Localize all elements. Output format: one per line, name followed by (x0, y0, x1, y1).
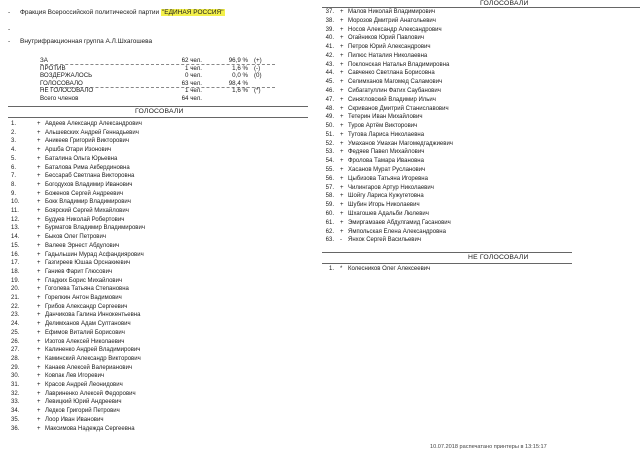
voter-name: Баталова Рима Акбердиновна (45, 164, 130, 171)
vote-mark: + (340, 26, 344, 33)
stat-label: НЕ ГОЛОСОВАЛО (40, 87, 94, 95)
vote-mark: + (37, 251, 41, 258)
voter-row (11, 225, 291, 233)
voter-name: Янхок Сергей Васильевич (348, 237, 421, 244)
stat-label: ВОЗДЕРЖАЛОСЬ (40, 72, 93, 80)
voter-number: 11. (11, 208, 19, 214)
voter-row (322, 97, 602, 105)
vote-mark: + (340, 193, 344, 200)
voter-row (11, 191, 291, 199)
voter-name: Огайников Юрий Павлович (348, 35, 424, 42)
voter-number: 59. (325, 202, 334, 209)
vote-mark: + (37, 399, 41, 406)
voter-name: Газгиреев Юшаа Орснакиевич (45, 260, 131, 267)
voter-name: Боярский Сергей Михайлович (45, 208, 129, 214)
voter-name: Колесников Олег Алексеевич (348, 266, 431, 272)
vote-mark: + (37, 416, 41, 423)
vote-mark: + (37, 121, 41, 127)
voter-name: Калиненко Андрей Владимирович (45, 347, 141, 354)
voter-row (322, 18, 602, 26)
voter-row (11, 121, 291, 129)
voter-number: 7. (11, 173, 17, 180)
voter-name: Делимханов Адам Султанович (45, 321, 131, 328)
bullet: - (8, 9, 11, 16)
voter-name: Горелкин Антон Вадимович (45, 295, 122, 301)
vote-mark: + (340, 210, 344, 217)
vote-mark: + (37, 347, 41, 354)
voter-row (11, 234, 291, 242)
voter-number: 2. (11, 129, 17, 136)
voter-name: Каминский Александр Викторович (45, 355, 141, 362)
voter-row (322, 176, 602, 184)
voter-row (11, 339, 291, 347)
vote-mark: + (340, 70, 344, 77)
voter-number: 24. (11, 321, 20, 328)
vote-mark: + (340, 61, 344, 68)
stat-label: ПРОТИВ (40, 64, 66, 72)
vote-mark: + (340, 52, 344, 59)
voter-row (322, 114, 602, 122)
voter-row (11, 199, 291, 207)
voter-row (322, 202, 602, 210)
voter-number: 40. (325, 35, 334, 42)
voter-name: Авдеев Александр Александрович (45, 121, 142, 127)
vote-mark: + (37, 147, 41, 154)
voter-row (11, 138, 291, 146)
voter-row (11, 295, 291, 303)
voter-name: Лавриненко Алексей Федорович (45, 390, 136, 397)
bullet: - (8, 38, 11, 45)
voter-row (322, 158, 602, 166)
vote-mark: + (340, 149, 344, 156)
divider (322, 7, 640, 8)
voter-name: Быков Олег Петрович (45, 234, 106, 241)
voter-row (11, 243, 291, 251)
voter-row (322, 149, 602, 157)
vote-mark: + (340, 228, 344, 235)
voter-row (11, 304, 291, 312)
blank-bullet: - (8, 26, 11, 33)
voter-row (11, 286, 291, 294)
vote-mark: + (37, 425, 41, 432)
voter-row (322, 211, 602, 219)
voter-row (322, 229, 602, 237)
vote-mark: + (340, 96, 344, 103)
voter-name: Цыбизова Татьяна Игоревна (348, 175, 428, 182)
voter-number: 31. (11, 382, 20, 388)
divider (322, 263, 572, 264)
voter-row (11, 269, 291, 277)
voted-heading-right: ГОЛОСОВАЛИ (480, 0, 529, 7)
voter-number: 46. (325, 88, 334, 95)
voter-number: 32. (11, 390, 20, 397)
voter-name: Левицкий Юрий Андреевич (45, 399, 122, 406)
voter-number: 19. (11, 277, 20, 284)
voter-row (322, 9, 602, 17)
not-voted-heading: НЕ ГОЛОСОВАЛИ (468, 254, 529, 261)
vote-mark: + (37, 277, 41, 284)
stat-count: 64 чел. (181, 95, 202, 102)
stat-percent: 96,9 % (228, 57, 248, 64)
voter-name: Аршба Отари Изонович (45, 147, 112, 154)
voter-name: Савченко Светлана Борисовна (348, 70, 435, 77)
vote-mark: + (340, 88, 344, 95)
voter-name: Тетерин Иван Михайлович (348, 114, 423, 121)
vote-mark: + (37, 321, 41, 328)
voter-number: 12. (11, 216, 20, 223)
voter-row (11, 182, 291, 190)
voter-row (11, 278, 291, 286)
voter-row (322, 185, 602, 193)
party-name-highlight: "ЕДИНАЯ РОССИЯ" (162, 9, 224, 16)
voter-name: Изотов Алексей Николаевич (45, 338, 125, 345)
voter-row (11, 147, 291, 155)
voter-name: Пилюс Наталия Николаевна (348, 52, 428, 59)
voter-row (11, 165, 291, 173)
vote-mark: + (340, 17, 344, 24)
voted-heading-left: ГОЛОСОВАЛИ (135, 108, 184, 115)
voter-name: Шойгу Лариса Кужугетовна (348, 193, 424, 200)
voter-name: Гадыльшин Мурад Асфандиярович (45, 251, 144, 258)
voter-name: Федяев Павел Михайлович (348, 149, 425, 156)
voter-number: 22. (11, 303, 20, 310)
vote-mark: + (37, 208, 41, 214)
stat-code: (*) (254, 87, 261, 95)
vote-mark: + (37, 181, 41, 188)
voter-row (322, 35, 602, 43)
voter-row (11, 356, 291, 364)
stat-code: (0) (254, 72, 262, 80)
vote-mark: + (340, 9, 344, 15)
voter-number: 34. (11, 408, 20, 415)
voter-number: 18. (11, 268, 20, 275)
voter-name: Шубин Игорь Николаевич (348, 202, 420, 209)
voter-name: Ганиев Фарит Глюсович (45, 268, 113, 275)
voter-name: Морозов Дмитрий Анатольевич (348, 17, 436, 24)
vote-mark: + (37, 173, 41, 180)
voter-row (11, 208, 291, 216)
vote-mark: + (340, 105, 344, 112)
voter-name: Чилингаров Артур Николаевич (348, 184, 434, 191)
voter-row (322, 79, 602, 87)
voter-row (11, 365, 291, 373)
voter-name: Боженов Сергей Андреевич (45, 190, 123, 197)
vote-mark: + (37, 312, 41, 319)
voter-number: 13. (11, 225, 20, 232)
voter-name: Ледков Григорий Петрович (45, 408, 120, 415)
voter-name: Максимова Надежда Сергеевна (45, 425, 135, 432)
stat-code: (-) (254, 64, 261, 72)
vote-mark: + (340, 158, 344, 165)
vote-mark: + (340, 79, 344, 86)
voter-row (11, 130, 291, 138)
voter-number: 39. (325, 26, 334, 33)
voter-number: 20. (11, 286, 20, 293)
divider (8, 106, 308, 107)
voter-name: Поклонская Наталья Владимировна (348, 61, 450, 68)
stat-count: 0 чел. (185, 72, 202, 80)
voter-number: 4. (11, 147, 17, 154)
voter-number: 26. (11, 338, 20, 345)
voter-name: Петров Юрий Александрович (348, 44, 431, 51)
voter-row (11, 382, 291, 390)
voter-number: 35. (11, 416, 20, 423)
voter-name: Аникеев Григорий Викторович (45, 138, 129, 145)
vote-mark: + (37, 390, 41, 397)
vote-mark: + (37, 138, 41, 145)
voter-name: Грибов Александр Сергеевич (45, 303, 128, 310)
vote-mark: + (340, 175, 344, 182)
voter-name: Альшевских Андрей Геннадьевич (45, 129, 139, 136)
voter-name: Синягловский Владимир Ильич (348, 96, 436, 103)
voter-name: Бокк Владимир Владимирович (45, 199, 131, 206)
voter-name: Носов Александр Александрович (348, 26, 442, 33)
voter-row (322, 123, 602, 131)
voter-row (322, 266, 602, 274)
vote-mark: + (340, 140, 344, 147)
voter-number: 44. (325, 70, 334, 77)
voter-number: 41. (325, 44, 334, 51)
voter-number: 1. (11, 121, 17, 127)
voter-number: 15. (11, 242, 20, 249)
voter-number: 51. (325, 131, 334, 138)
voter-name: Малов Николай Владимирович (348, 9, 436, 15)
stat-row (40, 95, 280, 103)
voter-row (11, 426, 291, 434)
voter-name: Будуев Николай Робертович (45, 216, 125, 223)
vote-mark: + (340, 35, 344, 42)
voter-row (11, 217, 291, 225)
voter-row (11, 330, 291, 338)
divider (322, 252, 572, 253)
voter-name: Красов Андрей Леонидович (45, 382, 123, 388)
voter-name: Бурматов Владимир Владимирович (45, 225, 145, 232)
voter-name: Хасанов Мурат Русланович (348, 167, 426, 174)
voter-number: 63. (325, 237, 334, 244)
voter-number: 55. (325, 167, 334, 174)
vote-mark: + (37, 225, 41, 232)
intrafaction-group: Внутрифракционная группа А.Л.Шхагошева (19, 38, 153, 45)
intrafaction-line (8, 38, 152, 46)
voter-number: 57. (325, 184, 334, 191)
voter-name: Богодухов Владимир Иванович (45, 181, 133, 188)
voter-row (322, 167, 602, 175)
voter-number: 3. (11, 138, 17, 145)
voter-number: 16. (11, 251, 20, 258)
voter-row (11, 173, 291, 181)
voter-name: Скриванов Дмитрий Станиславович (348, 105, 449, 112)
voter-number: 6. (11, 164, 17, 171)
voter-name: Туров Артём Викторович (348, 123, 418, 130)
vote-mark: + (37, 338, 41, 345)
faction-line (8, 9, 225, 17)
voter-row (322, 70, 602, 78)
voter-number: 5. (11, 155, 17, 162)
stat-label: Всего членов (40, 95, 79, 102)
voter-number: 49. (325, 114, 334, 121)
voter-name: Ямпольская Елена Александровна (348, 228, 446, 235)
voter-name: Ковпак Лев Игоревич (45, 373, 105, 380)
divider (8, 117, 308, 118)
voter-row (11, 260, 291, 268)
voter-number: 10. (11, 199, 20, 206)
stat-percent: 0,0 % (232, 72, 248, 80)
vote-mark: + (37, 190, 41, 197)
voter-name: Данчикова Галина Иннокентьевна (45, 312, 141, 319)
voter-number: 38. (325, 17, 334, 24)
stat-label: ЗА (40, 57, 48, 64)
vote-mark: + (340, 131, 344, 138)
stat-count: 1 чел. (185, 87, 202, 95)
voter-number: 56. (325, 175, 334, 182)
vote-mark: + (340, 202, 344, 209)
faction-prefix: Фракция Всероссийской политической партии (19, 9, 160, 16)
voter-name: Канаев Алексей Валерианович (45, 364, 133, 371)
voter-number: 48. (325, 105, 334, 112)
vote-mark: + (37, 129, 41, 136)
vote-mark: + (37, 364, 41, 371)
voter-row (322, 132, 602, 140)
voter-number: 61. (325, 219, 334, 226)
vote-mark: + (37, 234, 41, 241)
voter-number: 50. (325, 123, 334, 130)
vote-mark: * (340, 266, 343, 272)
voter-number: 43. (325, 61, 334, 68)
stat-percent: 1,6 % (232, 64, 248, 72)
voter-name: Бессараб Светлана Викторовна (45, 173, 135, 180)
vote-mark: + (340, 114, 344, 121)
voter-number: 27. (11, 347, 20, 354)
voter-number: 8. (11, 181, 17, 188)
voter-name: Лоор Иван Иванович (45, 416, 104, 423)
voter-number: 45. (325, 79, 334, 86)
vote-mark: + (37, 199, 41, 206)
voter-number: 14. (11, 234, 20, 241)
voter-number: 21. (11, 295, 20, 301)
vote-mark: + (340, 184, 344, 191)
voter-name: Гоголева Татьяна Степановна (45, 286, 129, 293)
voter-row (11, 417, 291, 425)
vote-mark: + (37, 355, 41, 362)
voter-number: 30. (11, 373, 20, 380)
voter-row (322, 220, 602, 228)
voter-name: Умаханов Умахан Магомедгаджиевич (348, 140, 453, 147)
stat-code: (+) (254, 57, 262, 64)
voter-number: 54. (325, 158, 334, 165)
vote-mark: + (37, 295, 41, 301)
stat-percent: 98,4 % (228, 79, 248, 87)
voter-number: 58. (325, 193, 334, 200)
stat-count: 63 чел. (181, 79, 202, 87)
voter-name: Ефимов Виталий Борисович (45, 329, 125, 336)
vote-mark: + (37, 155, 41, 162)
voter-name: Селимханов Магомед Саламович (348, 79, 443, 86)
vote-mark: + (340, 219, 344, 226)
vote-mark: + (37, 373, 41, 380)
voter-number: 9. (11, 190, 17, 197)
voter-row (322, 27, 602, 35)
vote-mark: + (37, 242, 41, 249)
stat-count: 1 чел. (185, 64, 202, 72)
voter-row (11, 347, 291, 355)
voter-row (11, 252, 291, 260)
voter-row (322, 237, 602, 245)
stat-label: ГОЛОСОВАЛО (40, 79, 83, 87)
voter-name: Сибагатуллин Фатих Саубанович (348, 88, 441, 95)
voter-name: Баталина Ольга Юрьевна (45, 155, 118, 162)
voter-row (322, 141, 602, 149)
voter-number: 17. (11, 260, 20, 267)
voter-number: 1. (328, 266, 334, 272)
voter-row (322, 106, 602, 114)
vote-mark: + (37, 216, 41, 223)
vote-mark: + (340, 167, 344, 174)
voter-row (11, 312, 291, 320)
voter-number: 29. (11, 364, 20, 371)
voter-row (11, 321, 291, 329)
stat-count: 62 чел. (181, 57, 202, 64)
voter-row (11, 373, 291, 381)
voter-number: 28. (11, 355, 20, 362)
voter-name: Тутова Лариса Николаевна (348, 131, 425, 138)
voter-number: 23. (11, 312, 20, 319)
voter-name: Фролова Тамара Ивановна (348, 158, 424, 165)
voter-row (322, 53, 602, 61)
voter-name: Гладких Борис Михайлович (45, 277, 123, 284)
vote-mark: + (340, 44, 344, 51)
voter-number: 33. (11, 399, 20, 406)
voter-number: 47. (325, 96, 334, 103)
vote-mark: + (37, 408, 41, 415)
vote-mark: + (37, 382, 41, 388)
voter-number: 37. (325, 9, 334, 15)
voter-name: Валеев Эрнест Абдулович (45, 242, 120, 249)
voter-number: 25. (11, 329, 20, 336)
vote-mark: + (37, 260, 41, 267)
print-footer: 10.07.2018 распечатано принтеры в 13:15:17 (430, 444, 547, 450)
vote-mark: + (37, 286, 41, 293)
voter-row (11, 156, 291, 164)
vote-mark: + (37, 268, 41, 275)
voter-name: Шхагошев Адальби Люлевич (348, 210, 429, 217)
voter-number: 52. (325, 140, 334, 147)
vote-mark: + (37, 164, 41, 171)
vote-mark: - (340, 237, 342, 244)
voter-row (322, 62, 602, 70)
voter-row (322, 88, 602, 96)
voter-number: 53. (325, 149, 334, 156)
vote-mark: + (37, 303, 41, 310)
vote-mark: + (37, 329, 41, 336)
voter-number: 62. (325, 228, 334, 235)
voter-row (11, 408, 291, 416)
voter-number: 42. (325, 52, 334, 59)
voter-row (322, 193, 602, 201)
voter-row (322, 44, 602, 52)
voter-number: 36. (11, 425, 20, 432)
voter-name: Эмиргамзаев Абдулгамид Гасанович (348, 219, 451, 226)
voter-row (11, 391, 291, 399)
voter-row (11, 399, 291, 407)
stat-percent: 1,6 % (232, 87, 248, 95)
vote-mark: + (340, 123, 344, 130)
voter-number: 60. (325, 210, 334, 217)
